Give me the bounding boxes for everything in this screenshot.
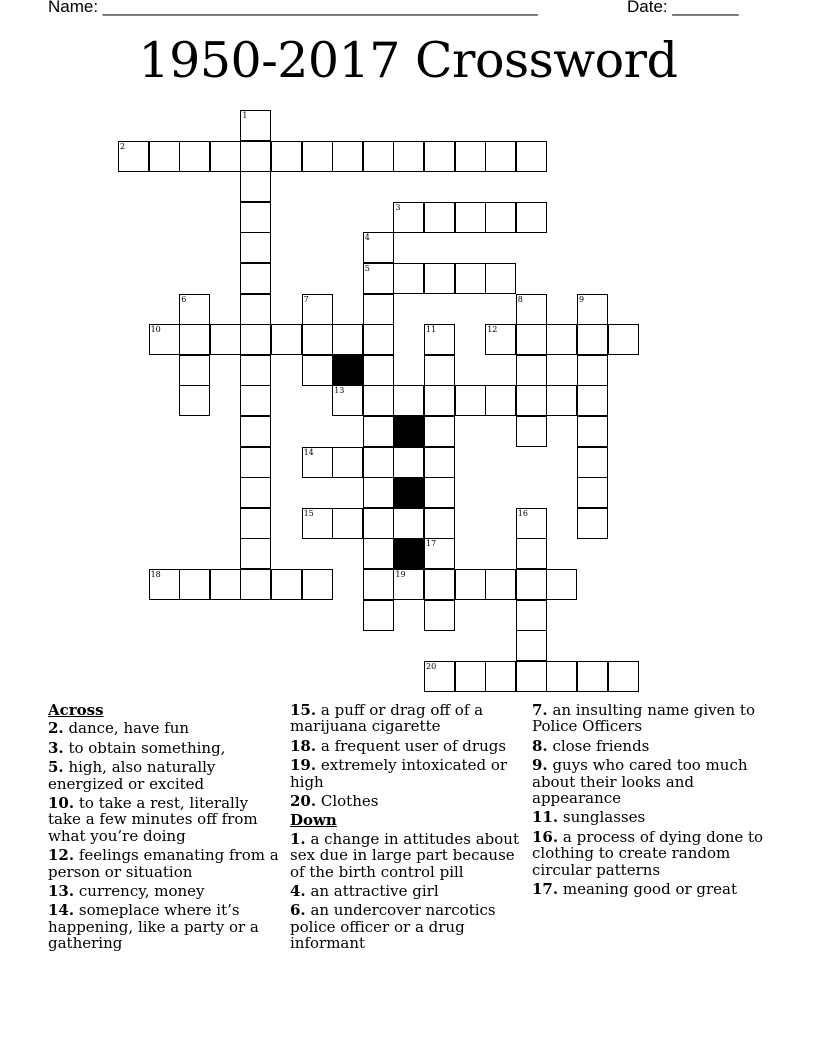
grid-cell[interactable] — [240, 141, 271, 172]
grid-cell[interactable] — [455, 569, 486, 600]
clue-text: to obtain something, — [63, 738, 226, 757]
grid-cell[interactable] — [302, 141, 333, 172]
grid-cell[interactable] — [455, 263, 486, 294]
clue-number: 1 — [242, 111, 248, 120]
grid-cell[interactable] — [516, 294, 547, 325]
grid-cell[interactable] — [455, 661, 486, 692]
grid-cell[interactable] — [179, 324, 210, 355]
clue-number: 15 — [303, 508, 314, 518]
black-cell — [393, 416, 424, 447]
grid-cell[interactable] — [240, 171, 271, 202]
clue-num: 14. — [48, 901, 75, 920]
grid-cell[interactable] — [240, 202, 271, 233]
clue-text: guys who cared too much about their looks and appearance — [532, 756, 748, 808]
across-clue — [48, 847, 280, 880]
grid-cell[interactable] — [424, 538, 455, 569]
grid-cell[interactable] — [149, 141, 180, 172]
grid-cell[interactable] — [516, 661, 547, 692]
grid-cell[interactable] — [485, 569, 516, 600]
grid-cell[interactable] — [546, 569, 577, 600]
grid-cell[interactable] — [210, 141, 241, 172]
grid-cell[interactable] — [240, 324, 271, 355]
across-clue — [290, 738, 522, 754]
grid-cell[interactable] — [302, 294, 333, 325]
grid-cell[interactable] — [240, 385, 271, 416]
grid-cell[interactable] — [363, 416, 394, 447]
clue-number: 12 — [487, 325, 498, 335]
black-cell — [393, 538, 424, 569]
grid-cell[interactable] — [424, 416, 455, 447]
down-clue — [532, 809, 764, 825]
grid-cell[interactable] — [577, 294, 608, 325]
clue-num: 8. — [532, 736, 548, 755]
grid-cell[interactable] — [516, 202, 547, 233]
clue-number: 9 — [579, 294, 585, 304]
grid-cell[interactable] — [302, 508, 333, 539]
grid-cell[interactable] — [332, 385, 363, 416]
grid-cell[interactable] — [485, 661, 516, 692]
grid-cell[interactable] — [332, 324, 363, 355]
down-clue — [532, 881, 764, 897]
grid-cell[interactable] — [546, 661, 577, 692]
down-clue — [532, 738, 764, 754]
grid-cell[interactable] — [424, 385, 455, 416]
grid-cell[interactable] — [363, 232, 394, 263]
clue-text: a change in attitudes about sex due in large part because of the birth control pill — [290, 829, 519, 881]
across-clue — [48, 883, 280, 899]
grid-cell[interactable] — [577, 355, 608, 386]
grid-cell[interactable] — [455, 202, 486, 233]
grid-cell[interactable] — [424, 263, 455, 294]
clue-text: an attractive girl — [305, 882, 439, 901]
grid-cell[interactable] — [210, 569, 241, 600]
clue-number: 19 — [395, 570, 406, 579]
across-clue — [290, 793, 522, 809]
grid-cell[interactable] — [149, 569, 180, 600]
name-label: Name: — [48, 0, 103, 16]
grid-cell[interactable] — [424, 661, 455, 692]
grid-cell[interactable] — [332, 447, 363, 478]
clue-text: sunglasses — [558, 808, 646, 827]
grid-cell[interactable] — [424, 569, 455, 600]
clue-text: currency, money — [74, 882, 205, 901]
clue-number: 5 — [364, 264, 370, 273]
grid-cell[interactable] — [577, 447, 608, 478]
clue-number: 13 — [334, 386, 345, 396]
clue-number: 20 — [426, 661, 437, 671]
clue-text: Clothes — [316, 792, 379, 811]
grid-cell[interactable] — [424, 202, 455, 233]
grid-cell[interactable] — [302, 355, 333, 386]
clue-num: 1. — [290, 829, 306, 848]
grid-cell[interactable] — [608, 661, 639, 692]
across-clue — [48, 902, 280, 951]
across-clue — [48, 720, 280, 736]
grid-cell[interactable] — [240, 294, 271, 325]
grid-cell[interactable] — [302, 324, 333, 355]
grid-cell[interactable] — [424, 447, 455, 478]
clue-number: 14 — [303, 447, 314, 457]
black-cell — [393, 477, 424, 508]
clue-num: 5. — [48, 758, 64, 777]
grid-cell[interactable] — [516, 141, 547, 172]
clue-number: 6 — [181, 294, 187, 304]
grid-cell[interactable] — [577, 477, 608, 508]
grid-cell[interactable] — [424, 355, 455, 386]
grid-cell[interactable] — [363, 294, 394, 325]
grid-cell[interactable] — [271, 141, 302, 172]
clue-num: 20. — [290, 792, 317, 811]
grid-cell[interactable] — [363, 324, 394, 355]
grid-cell[interactable] — [485, 202, 516, 233]
grid-cell[interactable] — [393, 447, 424, 478]
grid-cell[interactable] — [240, 416, 271, 447]
clue-number: 3 — [395, 202, 401, 212]
across-clue — [290, 757, 522, 790]
clue-num: 9. — [532, 756, 548, 775]
grid-cell[interactable] — [516, 508, 547, 539]
clue-num: 16. — [532, 827, 559, 846]
clue-text: meaning good or great — [558, 880, 738, 899]
grid-cell[interactable] — [363, 447, 394, 478]
grid-cell[interactable] — [485, 385, 516, 416]
grid-cell[interactable] — [393, 508, 424, 539]
clue-number: 17 — [426, 539, 437, 549]
grid-cell[interactable] — [179, 141, 210, 172]
clue-number: 10 — [150, 325, 161, 335]
clue-text: an insulting name given to Police Officers — [532, 701, 755, 736]
down-clue — [290, 902, 522, 951]
grid-cell[interactable] — [393, 141, 424, 172]
grid-cell[interactable] — [485, 324, 516, 355]
grid-cell[interactable] — [485, 141, 516, 172]
grid-cell[interactable] — [179, 294, 210, 325]
grid-cell[interactable] — [516, 538, 547, 569]
clue-text: feelings emanating from a person or situation — [48, 846, 279, 881]
across-clue — [290, 702, 522, 735]
clue-text: high, also naturally energized or excited — [48, 758, 216, 793]
grid-cell[interactable] — [332, 141, 363, 172]
grid-cell[interactable] — [363, 538, 394, 569]
clue-number: 2 — [120, 141, 126, 151]
clue-num: 7. — [532, 701, 548, 719]
clue-num: 10. — [48, 794, 75, 813]
grid-cell[interactable] — [271, 569, 302, 600]
clues-column-2 — [290, 702, 522, 955]
grid-cell[interactable] — [363, 385, 394, 416]
grid-cell[interactable] — [240, 110, 271, 141]
grid-cell[interactable] — [240, 263, 271, 294]
grid-cell[interactable] — [240, 477, 271, 508]
grid-cell[interactable] — [393, 569, 424, 600]
grid-cell[interactable] — [210, 324, 241, 355]
grid-cell[interactable] — [240, 508, 271, 539]
grid-cell[interactable] — [485, 263, 516, 294]
grid-cell[interactable] — [577, 385, 608, 416]
grid-cell[interactable] — [179, 385, 210, 416]
clue-text: someplace where it’s happening, like a party or a gathering — [48, 901, 259, 953]
across-clue — [48, 759, 280, 792]
grid-cell[interactable] — [363, 263, 394, 294]
grid-cell[interactable] — [608, 324, 639, 355]
clue-num: 6. — [290, 901, 306, 920]
across-clue — [48, 740, 280, 756]
clue-number: 4 — [364, 233, 370, 243]
clue-number: 7 — [303, 294, 309, 304]
clue-num: 13. — [48, 882, 75, 901]
grid-cell[interactable] — [149, 324, 180, 355]
grid-cell[interactable] — [424, 324, 455, 355]
clue-num: 2. — [48, 719, 64, 738]
grid-cell[interactable] — [240, 538, 271, 569]
date-label: Date: — [627, 0, 673, 16]
grid-cell[interactable] — [393, 263, 424, 294]
grid-cell[interactable] — [424, 141, 455, 172]
grid-cell[interactable] — [302, 569, 333, 600]
grid-cell[interactable] — [363, 355, 394, 386]
down-clues-list-a — [290, 831, 522, 952]
clue-num: 15. — [290, 701, 317, 719]
clue-num: 18. — [290, 736, 317, 755]
clue-text: a process of dying done to clothing to create random circular patterns — [532, 827, 764, 879]
grid-cell[interactable] — [363, 508, 394, 539]
clue-num: 19. — [290, 756, 317, 775]
grid-cell[interactable] — [240, 569, 271, 600]
across-heading: Across — [48, 701, 104, 719]
clue-text: extremely intoxicated or high — [290, 756, 508, 791]
grid-cell[interactable] — [577, 324, 608, 355]
grid-cell[interactable] — [240, 355, 271, 386]
page-title: 1950-2017 Crossword — [138, 32, 678, 89]
clue-number: 11 — [426, 325, 437, 335]
grid-cell[interactable] — [455, 385, 486, 416]
down-clue — [290, 831, 522, 880]
down-clue — [532, 829, 764, 878]
clue-number: 8 — [517, 294, 523, 304]
clues-column-3 — [532, 702, 764, 900]
clue-num: 12. — [48, 846, 75, 865]
grid-cell[interactable] — [118, 141, 149, 172]
clue-text: a frequent user of drugs — [316, 736, 507, 755]
down-clue — [532, 702, 764, 735]
grid-cell[interactable] — [516, 600, 547, 631]
clue-number: 18 — [150, 570, 161, 579]
grid-cell[interactable] — [179, 569, 210, 600]
grid-cell[interactable] — [179, 355, 210, 386]
grid-cell[interactable] — [546, 385, 577, 416]
down-heading: Down — [290, 811, 337, 830]
grid-cell[interactable] — [363, 569, 394, 600]
grid-cell[interactable] — [240, 447, 271, 478]
grid-cell[interactable] — [393, 202, 424, 233]
grid-cell[interactable] — [240, 232, 271, 263]
black-cell — [332, 355, 363, 386]
grid-cell[interactable] — [516, 355, 547, 386]
grid-cell[interactable] — [577, 508, 608, 539]
down-clue — [532, 757, 764, 806]
clue-num: 3. — [48, 738, 64, 757]
clue-num: 17. — [532, 880, 559, 899]
grid-cell[interactable] — [577, 416, 608, 447]
grid-cell[interactable] — [363, 600, 394, 631]
clue-text: a puff or drag off of a marijuana cigarette — [290, 701, 484, 736]
grid-cell[interactable] — [363, 477, 394, 508]
grid-cell[interactable] — [577, 661, 608, 692]
clue-text: close friends — [547, 736, 650, 755]
grid-cell[interactable] — [424, 508, 455, 539]
clue-text: to take a rest, literally take a few minutes off from what you’re doing — [48, 794, 258, 845]
clue-number: 16 — [517, 508, 528, 518]
clues-column-1 — [48, 702, 280, 955]
grid-cell[interactable] — [332, 508, 363, 539]
down-clue — [290, 883, 522, 899]
grid-cell[interactable] — [546, 324, 577, 355]
across-clues-list-a — [48, 720, 280, 951]
grid-cell[interactable] — [455, 141, 486, 172]
grid-cell[interactable] — [271, 324, 302, 355]
across-clues-list-b — [290, 702, 522, 809]
clue-num: 4. — [290, 882, 306, 901]
grid-cell[interactable] — [516, 569, 547, 600]
clue-text: dance, have fun — [63, 719, 190, 738]
grid-cell[interactable] — [393, 385, 424, 416]
grid-cell[interactable] — [516, 385, 547, 416]
clue-text: an undercover narcotics police officer or a drug informant — [290, 901, 496, 953]
date-line[interactable]: _______ — [672, 0, 739, 16]
across-clue — [48, 795, 280, 844]
grid-cell[interactable] — [302, 447, 333, 478]
grid-cell[interactable] — [363, 141, 394, 172]
grid-cell[interactable] — [516, 630, 547, 661]
name-line[interactable]: ______________________________________________ — [102, 0, 538, 16]
down-clues-list-b — [532, 702, 764, 897]
grid-cell[interactable] — [516, 324, 547, 355]
clue-num: 11. — [532, 808, 559, 827]
grid-cell[interactable] — [516, 416, 547, 447]
grid-cell[interactable] — [424, 477, 455, 508]
grid-cell[interactable] — [424, 600, 455, 631]
